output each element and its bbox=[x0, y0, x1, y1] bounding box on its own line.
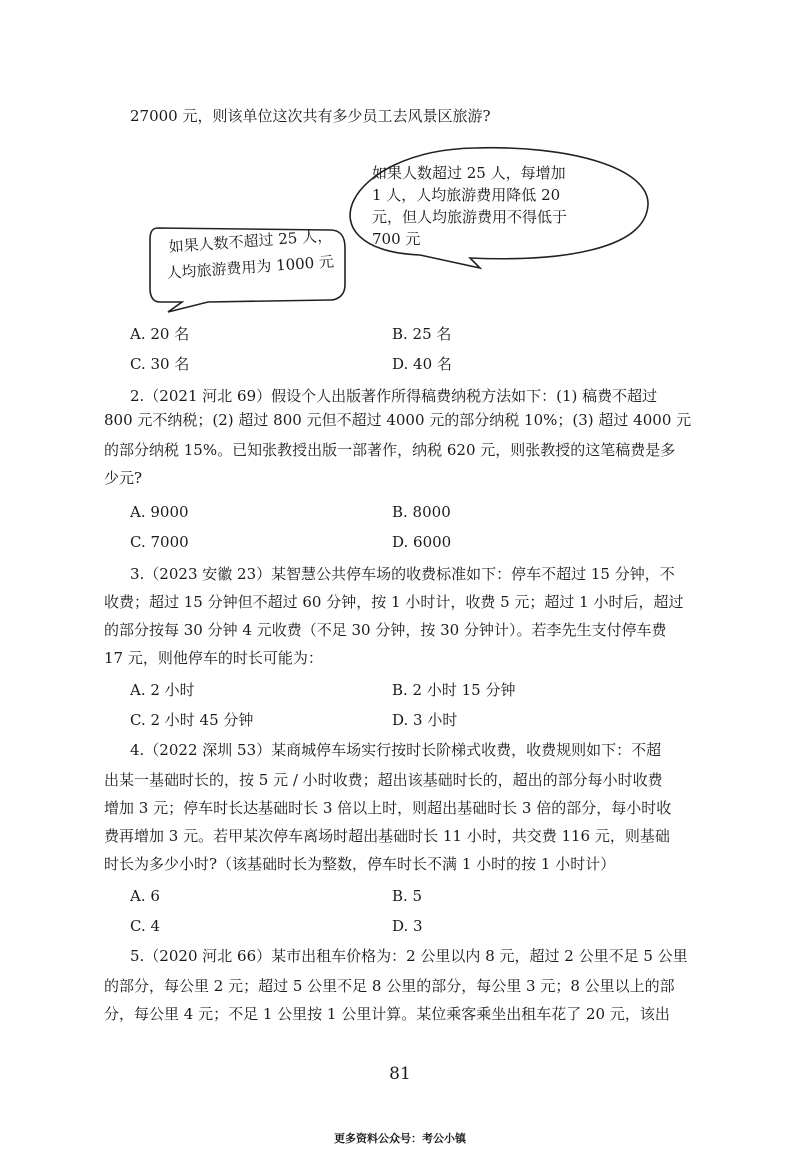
q2-option-a: A. 9000 bbox=[130, 503, 189, 521]
q1-option-c: C. 30 名 bbox=[130, 355, 190, 373]
bubble-left-line: 如果人数不超过 25 人， bbox=[168, 226, 333, 256]
footer-note: 更多资料公众号：考公小镇 bbox=[334, 1132, 466, 1145]
q2-option-d: D. 6000 bbox=[392, 533, 452, 551]
question-line: 收费；超过 15 分钟但不超过 60 分钟，按 1 小时计，收费 5 元；超过 1 小时后，超过 bbox=[104, 593, 684, 611]
bubble-left-line: 人均旅游费用为 1000 元 bbox=[165, 252, 335, 283]
q4-option-c: C. 4 bbox=[130, 917, 161, 935]
question-line: 少元? bbox=[104, 469, 143, 487]
question-line: 的部分，每公里 2 元；超过 5 公里不足 8 公里的部分，每公里 3 元；8 公里以上的部 bbox=[104, 977, 675, 995]
question-line: 2.（2021 河北 69）假设个人出版著作所得稿费纳税方法如下：(1) 稿费不超过 bbox=[130, 387, 658, 405]
page-number: 81 bbox=[389, 1064, 411, 1084]
question-line: 出某一基础时长的，按 5 元 / 小时收费；超出该基础时长的，超出的部分每小时收费 bbox=[104, 771, 663, 789]
question-line: 3.（2023 安徽 23）某智慧公共停车场的收费标准如下：停车不超过 15 分钟，不 bbox=[130, 565, 675, 583]
question-line: 增加 3 元；停车时长达基础时长 3 倍以上时，则超出基础时长 3 倍的部分，每小时收 bbox=[104, 799, 672, 817]
q2-option-c: C. 7000 bbox=[130, 533, 189, 551]
q3-option-d: D. 3 小时 bbox=[392, 711, 458, 729]
intro-line: 27000 元，则该单位这次共有多少员工去风景区旅游? bbox=[130, 107, 491, 125]
q1-option-a: A. 20 名 bbox=[130, 325, 190, 343]
question-line: 分，每公里 4 元；不足 1 公里按 1 公里计算。某位乘客乘坐出租车花了 20 元，该出 bbox=[104, 1005, 670, 1023]
bubble-right-line: 700 元 bbox=[372, 230, 421, 248]
q4-option-b: B. 5 bbox=[392, 887, 423, 905]
bubble-right-line: 1 人，人均旅游费用降低 20 bbox=[372, 186, 561, 204]
bubble-right-line: 如果人数超过 25 人，每增加 bbox=[372, 164, 566, 182]
q3-option-b: B. 2 小时 15 分钟 bbox=[392, 681, 516, 699]
question-line: 800 元不纳税；(2) 超过 800 元但不超过 4000 元的部分纳税 10%；(3) 超过 4000 元 bbox=[104, 411, 692, 429]
question-line: 的部分按每 30 分钟 4 元收费（不足 30 分钟，按 30 分钟计）。若李先生支付停车费 bbox=[104, 621, 667, 639]
q4-option-d: D. 3 bbox=[392, 917, 423, 935]
q3-option-c: C. 2 小时 45 分钟 bbox=[130, 711, 254, 729]
question-line: 时长为多少小时?（该基础时长为整数，停车时长不满 1 小时的按 1 小时计） bbox=[104, 855, 616, 873]
question-line: 4.（2022 深圳 53）某商城停车场实行按时长阶梯式收费，收费规则如下：不超 bbox=[130, 741, 662, 759]
q4-option-a: A. 6 bbox=[130, 887, 160, 905]
q2-option-b: B. 8000 bbox=[392, 503, 451, 521]
bubble-right-line: 元，但人均旅游费用不得低于 bbox=[372, 208, 568, 226]
question-line: 5.（2020 河北 66）某市出租车价格为：2 公里以内 8 元，超过 2 公里不足 5 公里 bbox=[130, 947, 688, 965]
q3-option-a: A. 2 小时 bbox=[130, 681, 195, 699]
q1-option-d: D. 40 名 bbox=[392, 355, 452, 373]
question-line: 费再增加 3 元。若甲某次停车离场时超出基础时长 11 小时，共交费 116 元，则基础 bbox=[104, 827, 670, 845]
question-line: 17 元，则他停车的时长可能为： bbox=[104, 649, 323, 667]
question-line: 的部分纳税 15%。已知张教授出版一部著作，纳税 620 元，则张教授的这笔稿费是多 bbox=[104, 441, 676, 459]
q1-option-b: B. 25 名 bbox=[392, 325, 452, 343]
